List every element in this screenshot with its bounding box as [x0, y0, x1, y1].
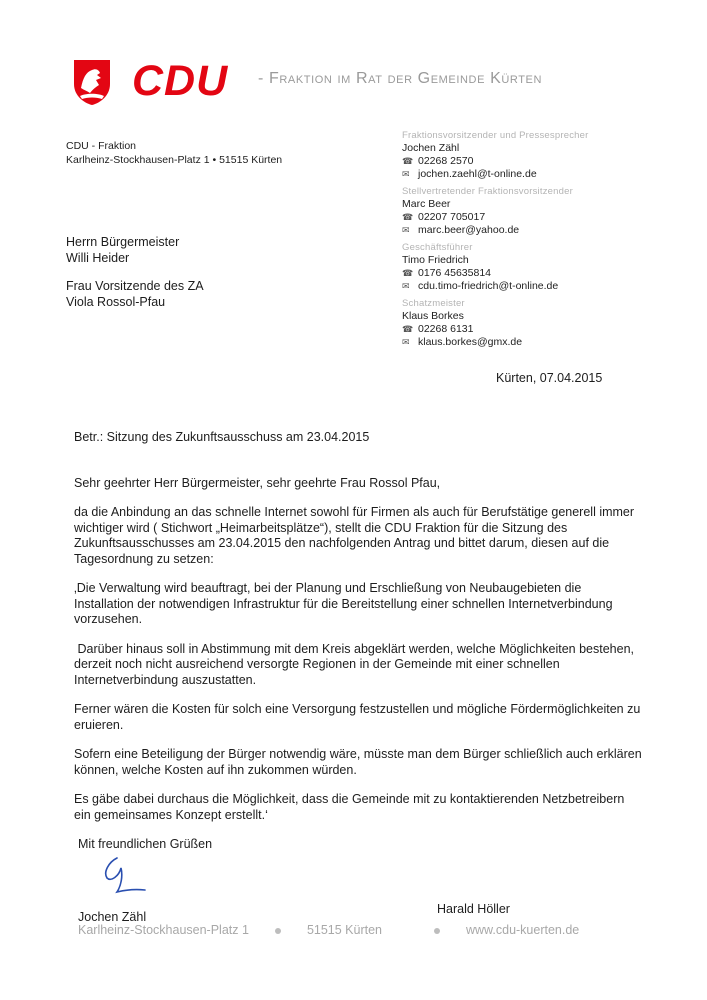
contact-phone: 02268 2570 — [418, 155, 474, 167]
contact-role: Schatzmeister — [402, 298, 465, 309]
footer-website[interactable]: www.cdu-kuerten.de — [466, 923, 580, 937]
footer-address: Karlheinz-Stockhausen-Platz 1 — [78, 923, 249, 937]
footer — [78, 923, 638, 937]
signatory-name: Harald Höller — [437, 902, 510, 916]
contact-name: Timo Friedrich — [402, 254, 469, 266]
contact-name: Jochen Zähl — [402, 142, 460, 154]
signatory-name: Jochen Zähl — [78, 910, 147, 924]
contact-name: Marc Beer — [402, 198, 451, 210]
recipient-line: Frau Vorsitzende des ZA — [66, 279, 204, 293]
contact-email[interactable]: cdu.timo-friedrich@t-online.de — [418, 280, 559, 292]
phone-icon: ☎ — [402, 268, 414, 278]
letter-paragraph: da die Anbindung an das schnelle Internet sowohl für Firmen als auch für Berufstätige generell immer wichtiger wird ( Stichwort „Heimarbeitsplätze“), stellt die CDU Fraktion für die Sitzung des Zukunftsausschusses am 23.04.2015 den nachfolgenden Antrag und bittet darum, diesen auf die Tagesordnung zu setzen: — [74, 505, 635, 566]
letter-date: Kürten, 07.04.2015 — [496, 371, 603, 385]
recipient-line: Herrn Bürgermeister — [66, 235, 180, 249]
cdu-logo-text: CDU — [132, 57, 229, 105]
recipient-block — [66, 278, 204, 310]
sender-address — [66, 139, 282, 167]
envelope-icon: ✉ — [402, 337, 410, 347]
envelope-icon: ✉ — [402, 169, 410, 179]
sender-line: Karlheinz-Stockhausen-Platz 1 • 51515 Kürten — [66, 154, 283, 166]
recipient-block — [66, 234, 179, 266]
contact-block — [402, 242, 662, 293]
letter-closing: Mit freundlichen Grüßen — [78, 837, 213, 851]
contact-phone: 02268 6131 — [418, 323, 474, 335]
handwritten-signature — [95, 852, 165, 896]
letter-subject: Betr.: Sitzung des Zukunftsausschuss am 23.04.2015 — [74, 430, 370, 444]
letter-body — [74, 430, 644, 867]
contact-email[interactable]: klaus.borkes@gmx.de — [418, 336, 523, 348]
contact-role: Geschäftsführer — [402, 242, 473, 253]
contact-email[interactable]: marc.beer@yahoo.de — [418, 224, 520, 236]
contact-role: Stellvertretender Fraktionsvorsitzender — [402, 186, 573, 197]
contact-email[interactable]: jochen.zaehl@t-online.de — [418, 168, 537, 180]
recipient-line: Willi Heider — [66, 251, 130, 265]
envelope-icon: ✉ — [402, 225, 410, 235]
contact-phone: 0176 45635814 — [418, 267, 491, 279]
phone-icon: ☎ — [402, 156, 414, 166]
contact-name: Klaus Borkes — [402, 310, 464, 322]
phone-icon: ☎ — [402, 212, 414, 222]
coat-of-arms-logo — [72, 58, 112, 106]
contact-role: Fraktionsvorsitzender und Pressesprecher — [402, 130, 589, 141]
faction-heading: - Fraktion im Rat der Gemeinde Kürten — [258, 70, 543, 87]
contact-block — [402, 298, 662, 349]
footer-city: 51515 Kürten — [306, 923, 382, 937]
sender-line: CDU - Fraktion — [66, 140, 137, 152]
contact-block — [402, 130, 662, 181]
contact-block — [402, 186, 662, 237]
envelope-icon: ✉ — [402, 281, 410, 291]
letter-paragraph: Sofern eine Beteiligung der Bürger notwendig wäre, müsste man dem Bürger schließlich auch erklären können, welche Kosten auf ihn zukommen würden. — [74, 747, 642, 777]
letter-paragraph: Ferner wären die Kosten für solch eine Versorgung festzustellen und mögliche Fördermöglichkeiten zu eruieren. — [74, 702, 641, 732]
letter-salutation: Sehr geehrter Herr Bürgermeister, sehr geehrte Frau Rossol Pfau, — [74, 475, 441, 490]
letter-paragraph: ‚Die Verwaltung wird beauftragt, bei der Planung und Erschließung von Neubaugebieten die Installation der notwendigen Infrastruktur für die Bereitstellung einer schnellen Internetverbindung vorzusehen. — [74, 581, 613, 626]
contacts-column — [402, 130, 662, 354]
letter-paragraph: Darüber hinaus soll in Abstimmung mit dem Kreis abgeklärt werden, welche Möglichkeiten bestehen, derzeit noch nicht ausreichend versorgte Regionen in der Gemeinde mit einer schnellen Internetverbindung auszustatten. — [74, 641, 638, 687]
recipient-line: Viola Rossol-Pfau — [66, 295, 166, 309]
letter-paragraph: Es gäbe dabei durchaus die Möglichkeit, dass die Gemeinde mit zu kontaktierenden Netzbetreibern ein gemeinsames Konzept erstellt.‘ — [74, 792, 625, 822]
phone-icon: ☎ — [402, 324, 414, 334]
contact-phone: 02207 705017 — [418, 211, 486, 223]
